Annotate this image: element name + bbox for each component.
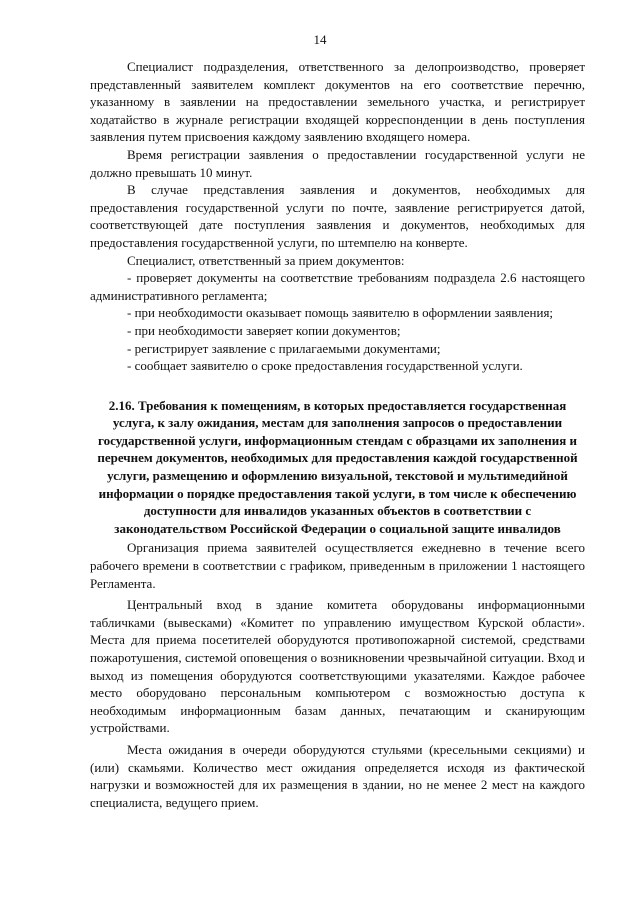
paragraph-specialist-duties: Специалист, ответственный за прием документов: xyxy=(127,252,405,268)
list-item: - сообщает заявителю о сроке предоставления государственной услуги. xyxy=(127,358,523,374)
paragraph-registration-time: Время регистрации заявления о предоставлении государственной услуги не должно превышать 10 минут. xyxy=(90,146,585,180)
list-item: - проверяет документы на соответствие требованиям подраздела 2.6 настоящего административного регламента; xyxy=(90,270,585,303)
paragraph-central-entrance: Центральный вход в здание комитета оборудованы информационными табличками (вывесками) «Комитет по управлению имуществом Курской области». Места для приема посетителей оборудуются противопожарной системой, средствами пожаротушения, системой оповещения о возникновении чрезвычайной ситуации. Вход и выход из помещения оборудуются соответствующими указателями. Каждое рабочее место оборудовано персональным компьютером с возможностью доступа к необходимым информационным базам данных, печатающим и сканирующим устройствами. xyxy=(90,597,585,736)
paragraph-reception-schedule: Организация приема заявителей осуществляется ежедневно в течение всего рабочего времени в соответствии с графиком, приведенным в приложении 1 настоящего Регламента. xyxy=(90,540,585,591)
paragraph-registration-check: Специалист подразделения, ответственного за делопроизводство, проверяет представленный заявителем комплект документов на его соответствие перечню, указанному в заявлении на предоставлении земельного участка, и регистрирует ходатайство в журнале регистрации входящей корреспонденции в день поступления заявления путем присвоения каждому заявлению входящего номера. xyxy=(90,59,585,145)
page-number: 14 xyxy=(313,32,327,47)
list-item: - регистрирует заявление с прилагаемыми документами; xyxy=(127,340,441,356)
list-item: - при необходимости оказывает помощь заявителю в оформлении заявления; xyxy=(127,305,554,321)
section-heading: 2.16. Требования к помещениям, в которых предоставляется государственная услуга, к залу ожидания, местам для заполнения запросов о предоставлении государственной услуги, информационным стендам с образцами их заполнения и перечнем документов, необходимых для предоставления каждой государственной услуги, размещению и оформлению визуальной, текстовой и мультимедийной информации о порядке предоставления такой услуги, в том числе к обеспечению доступности для инвалидов указанных объектов в соответствии с законодательством Российской Федерации о социальной защите инвалидов xyxy=(97,397,578,536)
list-item: - при необходимости заверяет копии документов; xyxy=(127,322,401,338)
paragraph-postal-submission: В случае представления заявления и документов, необходимых для предоставления государственной услуги по почте, заявление регистрируется датой, соответствующей дате поступления заявления и документов, необходимых для предоставления государственной услуги, по штемпелю на конверте. xyxy=(90,182,585,250)
paragraph-waiting-places: Места ожидания в очереди оборудуются стульями (кресельными секциями) и (или) скамьями. Количество мест ожидания определяется исходя из фактической нагрузки и возможностей для их размещения в здании, но не менее 2 мест на каждого специалиста, ведущего прием. xyxy=(90,741,585,810)
page-body xyxy=(90,58,585,811)
